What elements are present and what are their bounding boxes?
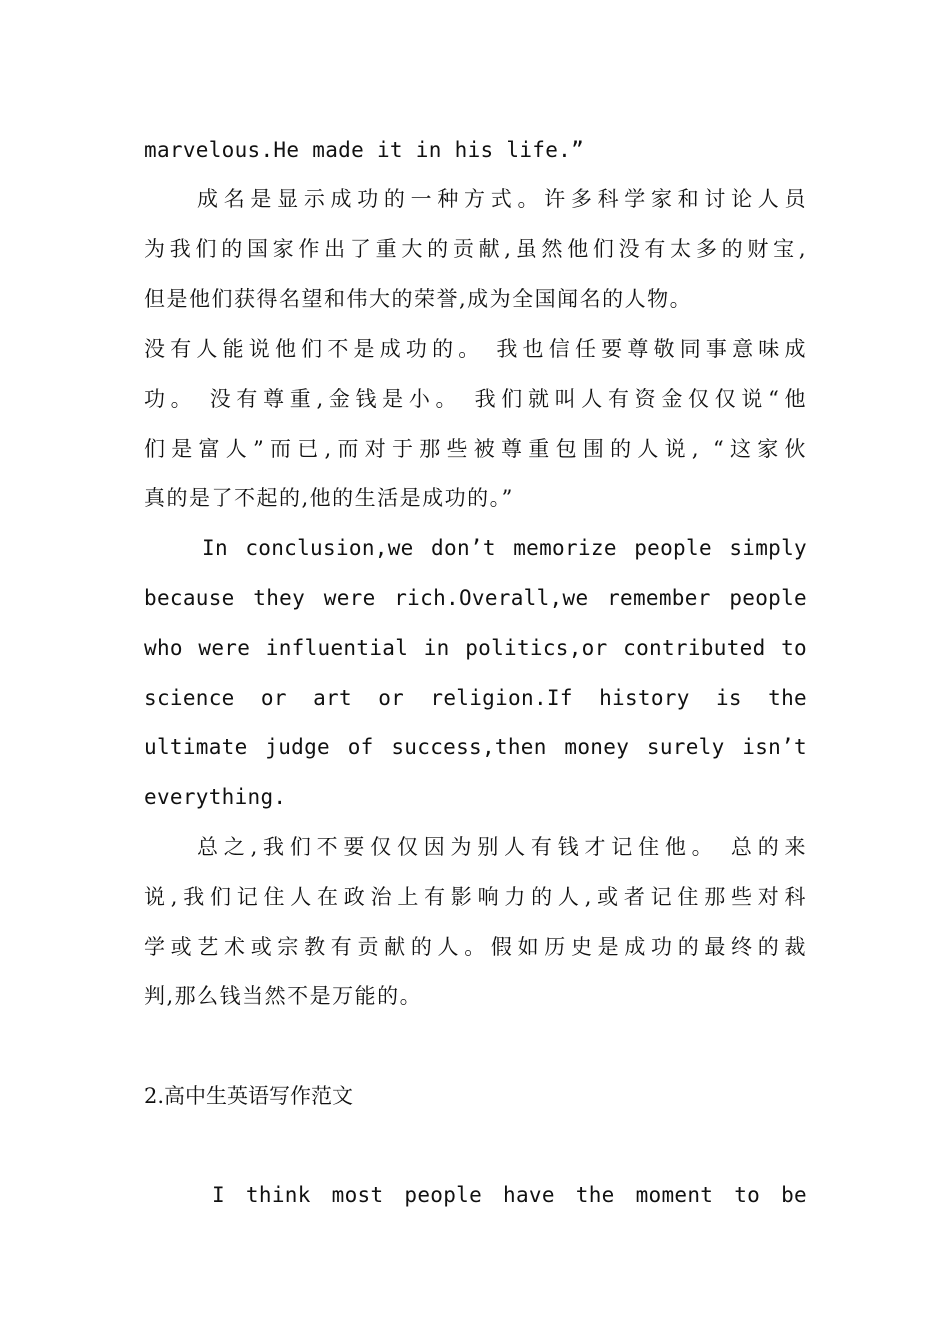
text-line: 真的是了不起的,他的生活是成功的。” — [144, 486, 514, 510]
text-line: 功。 没有尊重,金钱是小。 我们就叫人有资金仅仅说“他 — [144, 387, 807, 411]
text-line: 判,那么钱当然不是万能的。 — [144, 984, 423, 1008]
text-line: 们是富人”而已,而对于那些被尊重包围的人说, “这家伙 — [144, 437, 807, 461]
text-line: 成名是显示成功的一种方式。许多科学家和讨论人员 — [197, 187, 807, 211]
text-line: science or art or religion.If history is the — [144, 686, 807, 710]
text-line: In conclusion,we don’t memorize people simply — [202, 536, 807, 560]
text-line: 为我们的国家作出了重大的贡献,虽然他们没有太多的财宝, — [144, 237, 807, 261]
text-line: 说,我们记住人在政治上有影响力的人,或者记住那些对科 — [144, 885, 807, 909]
text-line: 没有人能说他们不是成功的。 我也信任要尊敬同事意味成 — [144, 337, 807, 361]
text-line: 学或艺术或宗教有贡献的人。假如历史是成功的最终的裁 — [144, 935, 807, 959]
text-line: 但是他们获得名望和伟大的荣誉,成为全国闻名的人物。 — [144, 287, 693, 311]
text-line: who were influential in politics,or contributed to — [144, 636, 807, 660]
text-line: because they were rich.Overall,we remember people — [144, 586, 807, 610]
text-line: ultimate judge of success,then money surely isn’t — [144, 735, 807, 759]
text-line: marvelous.He made it in his life.” — [144, 138, 585, 162]
section-heading: 2.高中生英语写作范文 — [144, 1084, 354, 1108]
text-line: 总之,我们不要仅仅因为别人有钱才记住他。 总的来 — [197, 835, 807, 859]
text-line: everything. — [144, 785, 287, 809]
text-line: I think most people have the moment to be — [212, 1183, 807, 1207]
